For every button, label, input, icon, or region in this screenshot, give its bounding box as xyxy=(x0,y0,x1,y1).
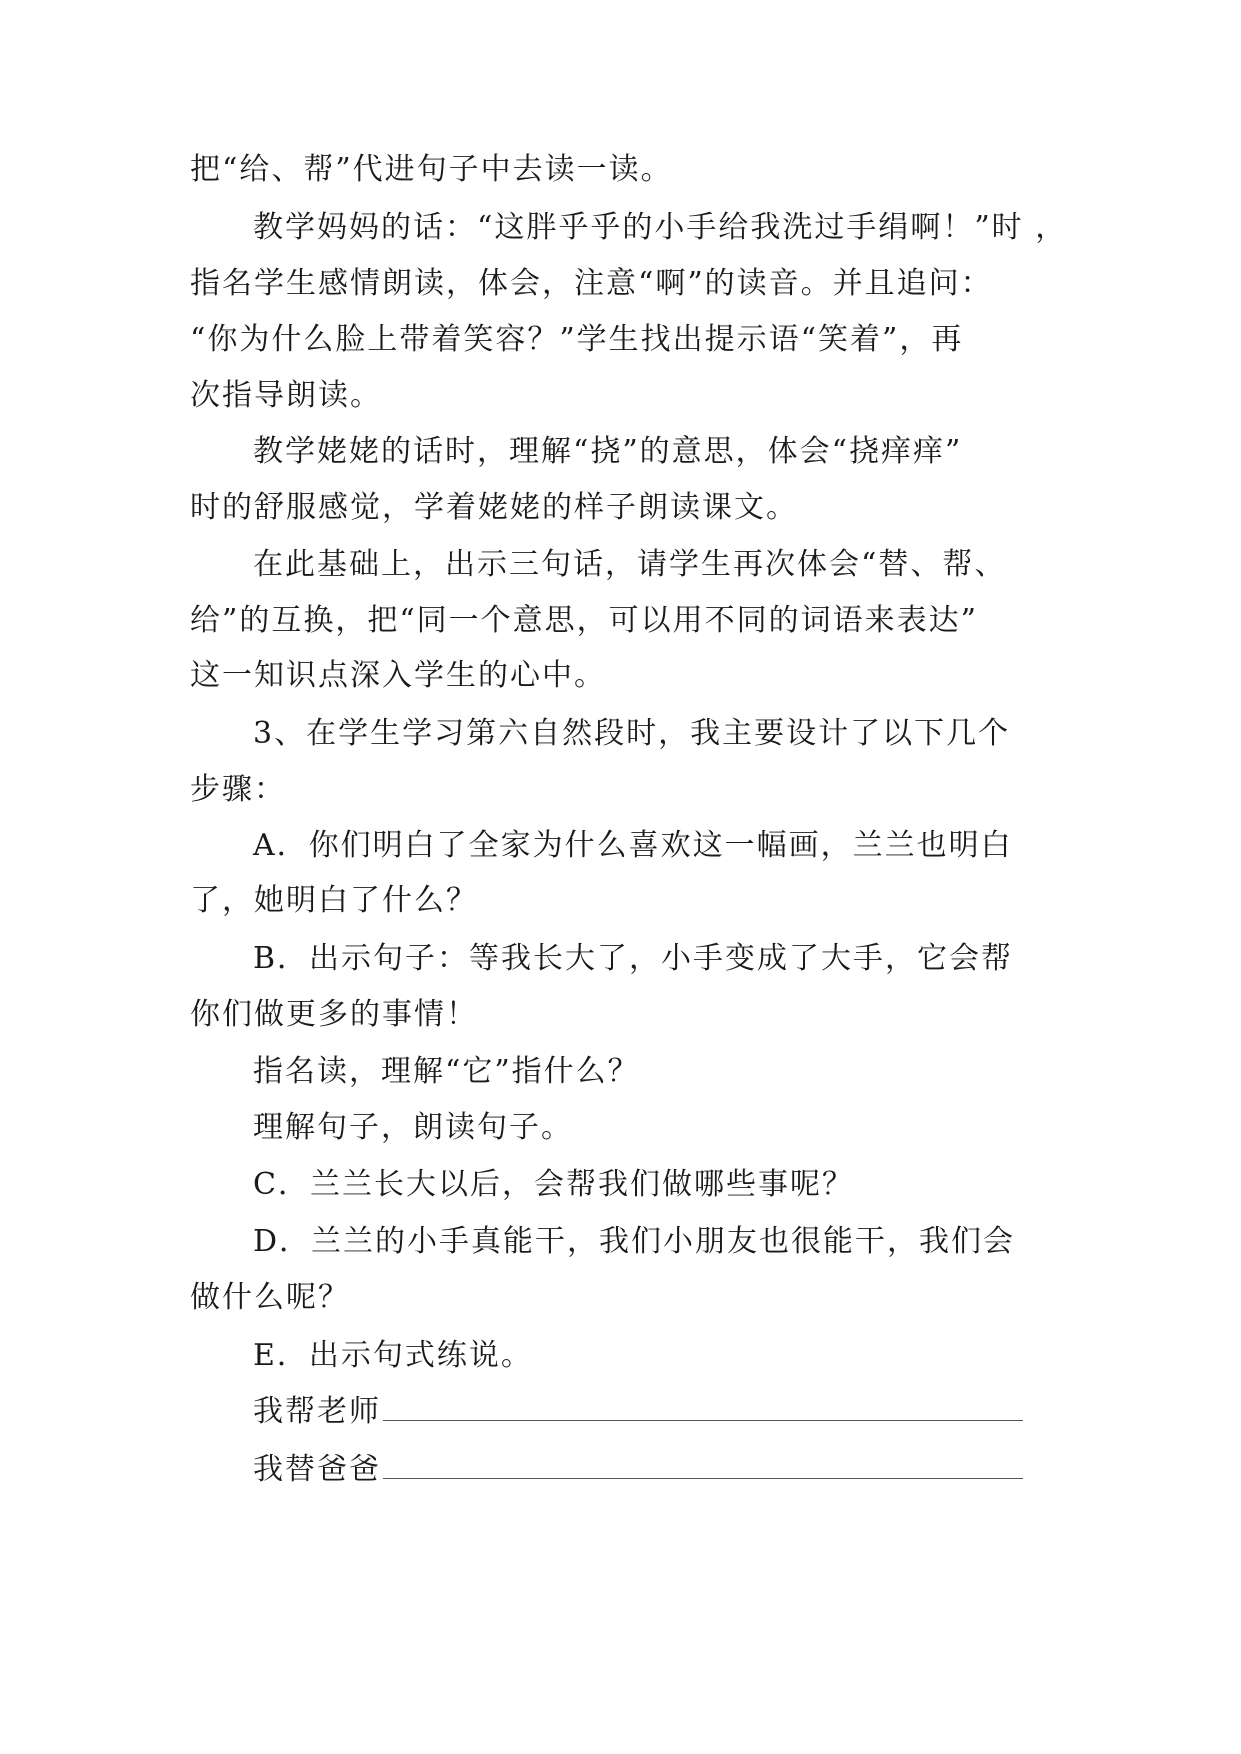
text-line: 教学姥姥的话时，理解“挠”的意思，体会“挠痒痒” xyxy=(253,434,963,469)
text-line: 把“给、帮”代进句子中去读一读。 xyxy=(190,152,673,187)
text-line: 这一知识点深入学生的心中。 xyxy=(190,658,606,693)
fill-in-prompt: 我帮老师 xyxy=(253,1394,381,1429)
text-line: E．出示句式练说。 xyxy=(253,1338,533,1373)
text-line: B．出示句子：等我长大了，小手变成了大手，它会帮 xyxy=(253,941,1014,976)
answer-blank[interactable] xyxy=(383,1416,1023,1421)
answer-blank[interactable] xyxy=(383,1474,1023,1479)
text-line: 给”的互换，把“同一个意思，可以用不同的词语来表达” xyxy=(190,603,979,638)
text-line: D．兰兰的小手真能干，我们小朋友也很能干，我们会 xyxy=(253,1224,1016,1259)
text-line: 次指导朗读。 xyxy=(190,378,382,413)
text-line: “你为什么脸上带着笑容？”学生找出提示语“笑着”，再 xyxy=(190,322,964,357)
text-line: 在此基础上，出示三句话，请学生再次体会“替、帮、 xyxy=(253,547,1007,582)
text-line: 指名学生感情朗读，体会，注意“啊”的读音。并且追问： xyxy=(190,266,993,301)
fill-in-line xyxy=(253,1392,1023,1432)
fill-in-line xyxy=(253,1450,1023,1490)
text-line: A．你们明白了全家为什么喜欢这一幅画，兰兰也明白 xyxy=(253,828,1013,863)
text-line: 理解句子，朗读句子。 xyxy=(253,1110,573,1145)
text-line: 教学妈妈的话：“这胖乎乎的小手给我洗过手绢啊！”时 ， xyxy=(253,210,1068,245)
text-line: 时的舒服感觉，学着姥姥的样子朗读课文。 xyxy=(190,490,798,525)
text-line: 了，她明白了什么？ xyxy=(190,883,478,918)
text-line: 步骤： xyxy=(190,772,286,807)
text-line: C．兰兰长大以后，会帮我们做哪些事呢？ xyxy=(253,1167,854,1202)
fill-in-prompt: 我替爸爸 xyxy=(253,1452,381,1487)
text-line: 做什么呢？ xyxy=(190,1280,350,1315)
text-line: 指名读，理解“它”指什么？ xyxy=(253,1054,640,1089)
text-line: 你们做更多的事情！ xyxy=(190,997,478,1032)
text-line: 3、在学生学习第六自然段时，我主要设计了以下几个 xyxy=(253,716,1011,751)
